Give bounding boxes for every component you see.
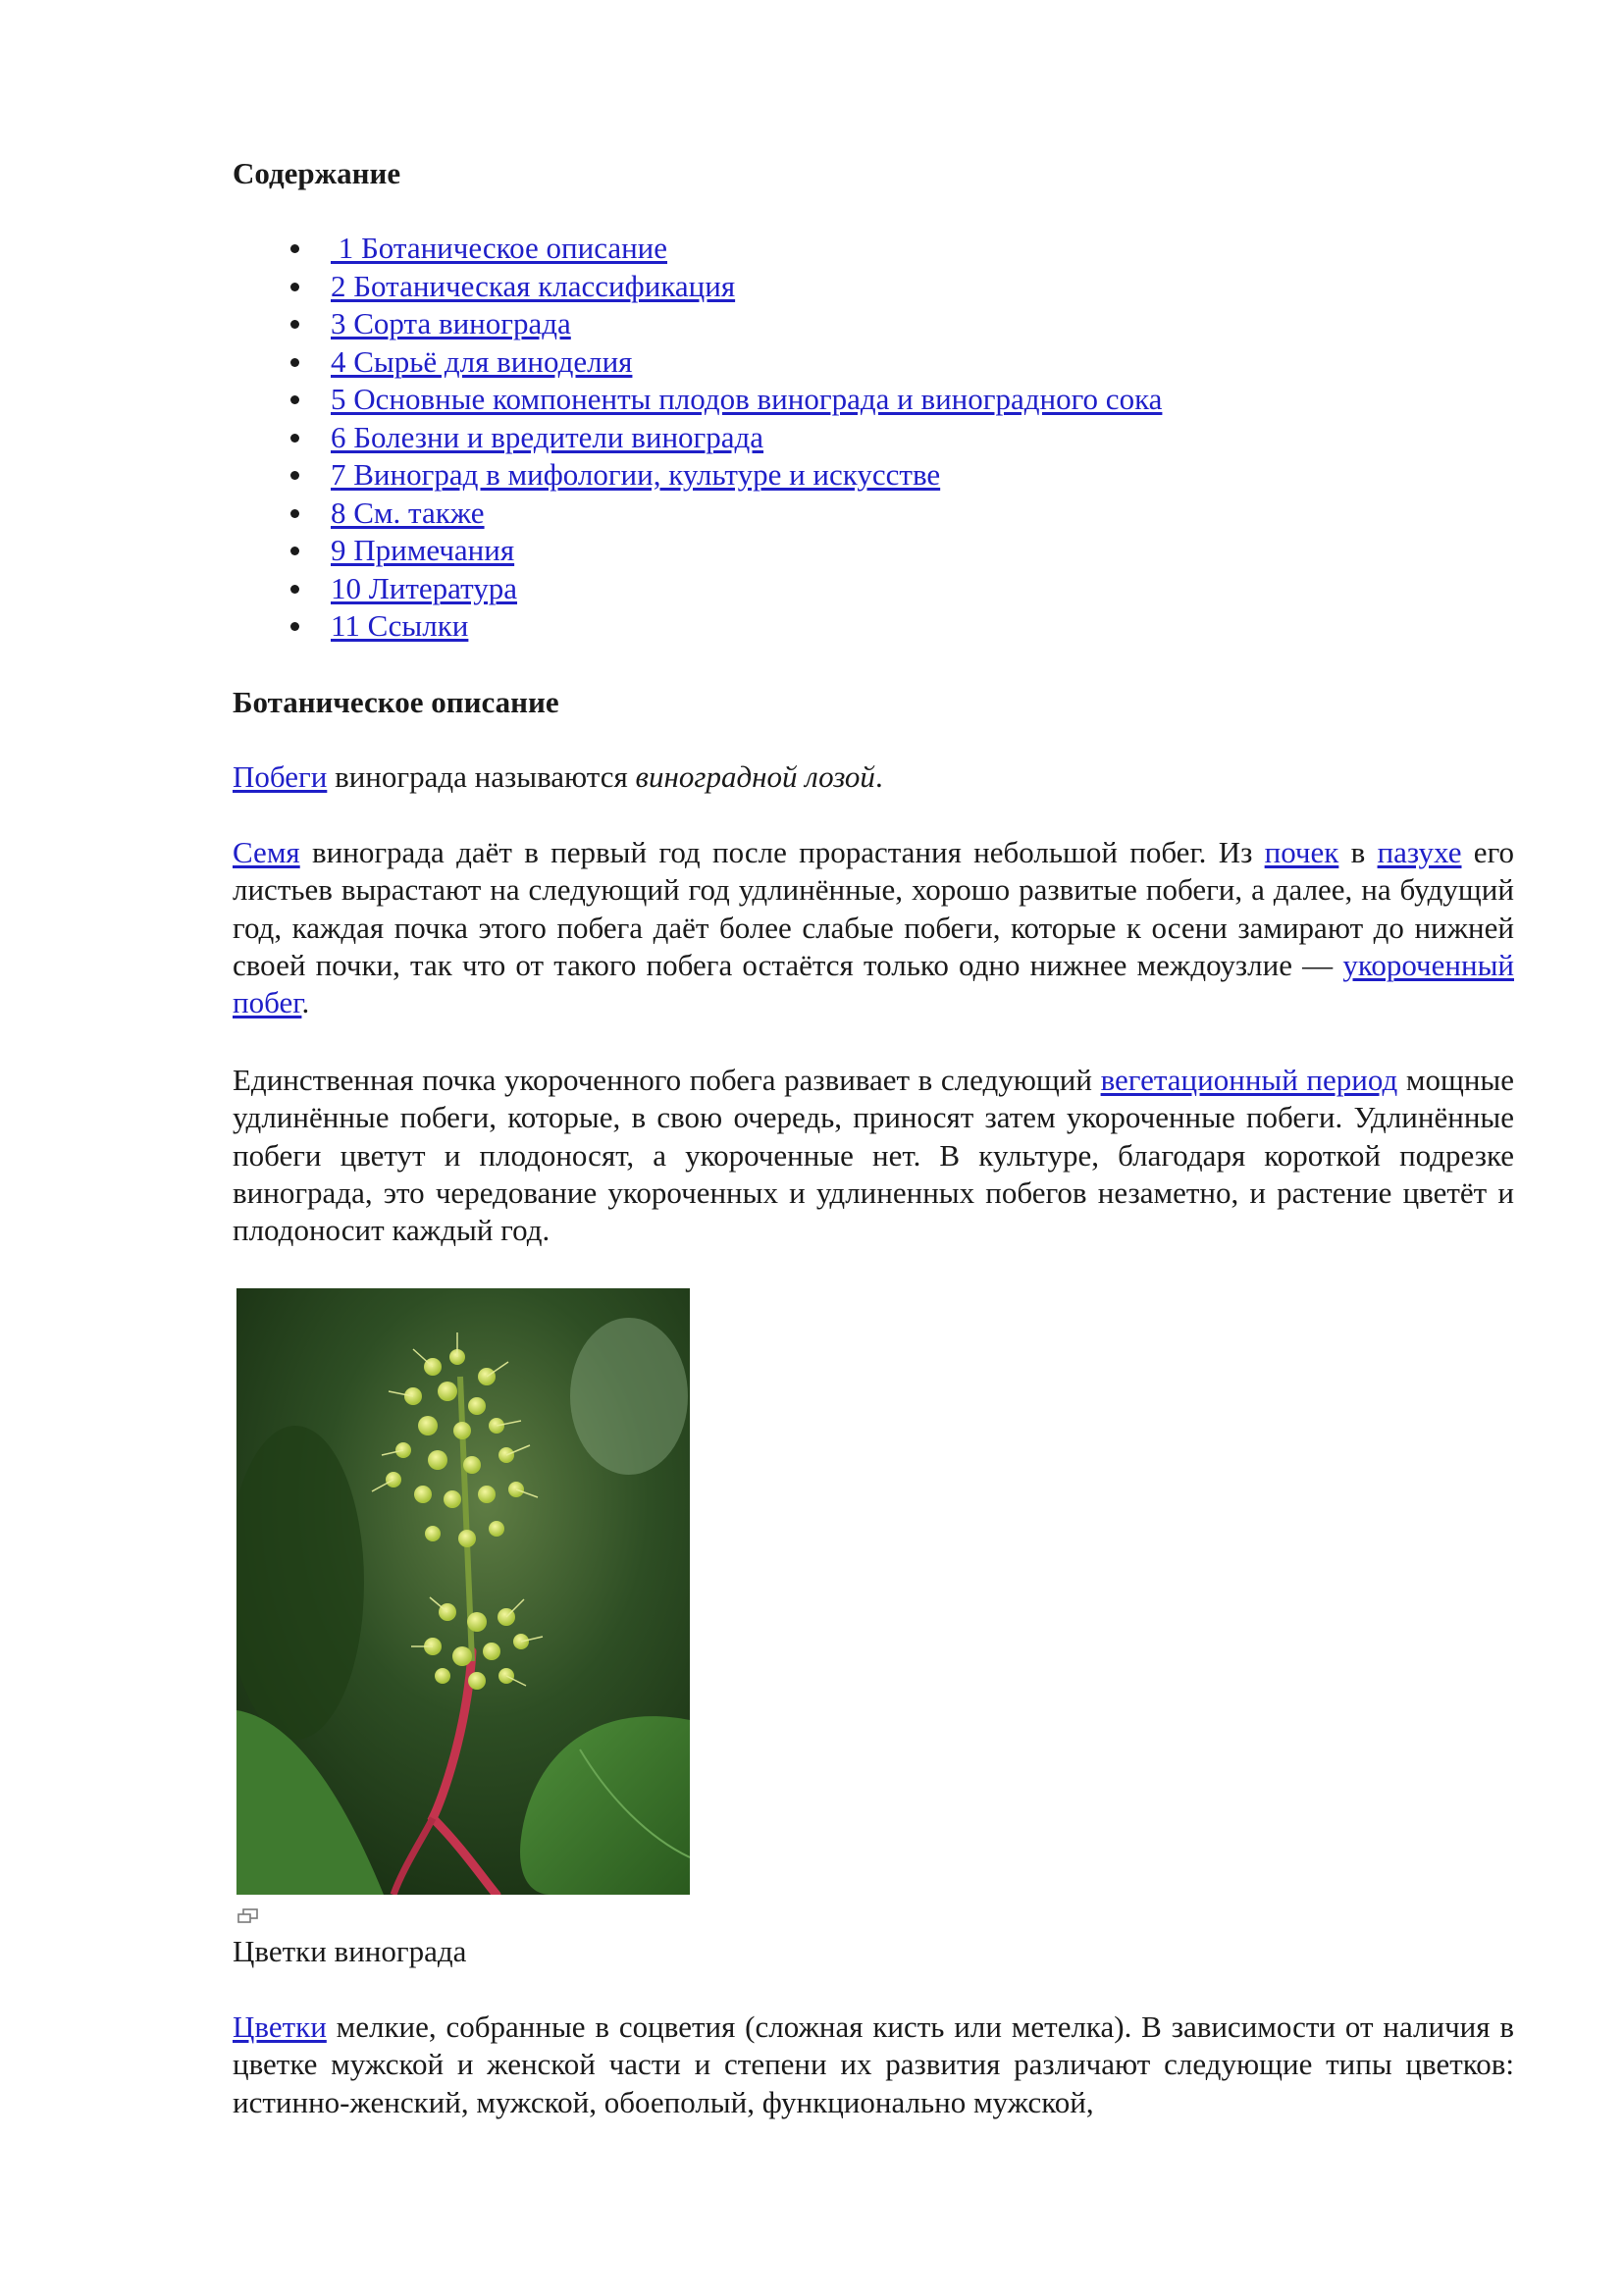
paragraph-shoots [233, 758, 1514, 796]
image-caption: Цветки винограда [233, 1934, 467, 1968]
paragraph-text: Единственная почка укороченного побега развивает в следующий [233, 1063, 1101, 1097]
toc-link-botanical-description[interactable]: 1 Ботаническое описание [331, 231, 668, 265]
paragraph-text: винограда называются [327, 759, 636, 794]
link-short-shoot[interactable]: укороченный побег [233, 947, 1514, 1020]
toc-link-notes[interactable]: 9 Примечания [331, 533, 515, 567]
toc-link-main-components[interactable]: 5 Основные компоненты плодов винограда и виноградного сока [331, 382, 1163, 416]
toc-item [233, 230, 1162, 268]
toc-item [233, 419, 1162, 457]
toc-link-mythology-culture[interactable]: 7 Виноград в мифологии, культуре и искусстве [331, 457, 941, 492]
paragraph-text: мощные удлинённые побеги, которые, в свою очередь, приносят затем укороченные побеги. Удлинённые побеги цветут и плодоносят, а укороченные нет. В культуре, благодаря короткой подрезке винограда, это чередование укороченных и удлиненных побегов незаметно, и растение цветёт и плодоносит каждый год. [233, 1063, 1515, 1248]
link-flowers[interactable]: Цветки [233, 2009, 327, 2044]
section-heading: Ботаническое описание [233, 685, 559, 719]
link-shoots[interactable]: Побеги [233, 759, 328, 794]
link-seed[interactable]: Семя [233, 835, 300, 869]
enlarge-icon[interactable] [237, 1908, 259, 1924]
toc-link-grape-varieties[interactable]: 3 Сорта винограда [331, 306, 571, 340]
toc-item [233, 532, 1162, 570]
toc-link-links[interactable]: 11 Ссылки [331, 608, 469, 643]
toc-heading: Содержание [233, 156, 401, 190]
paragraph-text: в [1338, 835, 1378, 869]
toc-link-winemaking-raw-material[interactable]: 4 Сырьё для виноделия [331, 343, 633, 379]
link-axil[interactable]: пазухе [1377, 835, 1462, 869]
toc-item [233, 495, 1162, 533]
toc-item [233, 607, 1162, 646]
paragraph-text: . [301, 985, 310, 1020]
grape-flowers-photo [236, 1288, 690, 1895]
paragraph-single-bud [233, 1062, 1514, 1249]
toc-link-see-also[interactable]: 8 См. также [331, 495, 485, 530]
italic-term: виноградной лозой [635, 759, 875, 794]
toc-item [233, 343, 1162, 382]
toc-item [233, 305, 1162, 343]
grape-flowers-image[interactable] [236, 1288, 690, 1895]
paragraph-text: винограда даёт в первый год после прорастания небольшой побег. Из [299, 835, 1265, 869]
paragraph-seed [233, 834, 1514, 1021]
link-vegetation-period[interactable]: вегетационный период [1100, 1063, 1398, 1097]
paragraph-text: мелкие, собранные в соцветия (сложная кисть или метелка). В зависимости от наличия в цветке мужской и женской части и степени их развития различают следующие типы цветков: истинно-женский, мужской, обоеполый, функционально мужской, [233, 2009, 1514, 2119]
toc-item [233, 268, 1162, 306]
table-of-contents [233, 230, 1162, 646]
toc-item [233, 381, 1162, 419]
toc-link-botanical-classification[interactable]: 2 Ботаническая классификация [331, 268, 736, 303]
toc-link-diseases-pests[interactable]: 6 Болезни и вредители винограда [331, 419, 764, 454]
link-buds[interactable]: почек [1264, 835, 1339, 869]
toc-item [233, 570, 1162, 608]
toc-link-literature[interactable]: 10 Литература [331, 570, 518, 605]
toc-item [233, 456, 1162, 495]
paragraph-text: его листьев вырастают на следующий год удлинённые, хорошо развитые побеги, а далее, на будущий год, каждая почка этого побега даёт более слабые побеги, которые к осени замирают до нижней своей почки, так что от такого побега остаётся только одно нижнее междоузлие — [233, 835, 1515, 982]
paragraph-text: . [874, 759, 883, 794]
paragraph-flowers [233, 2009, 1514, 2121]
